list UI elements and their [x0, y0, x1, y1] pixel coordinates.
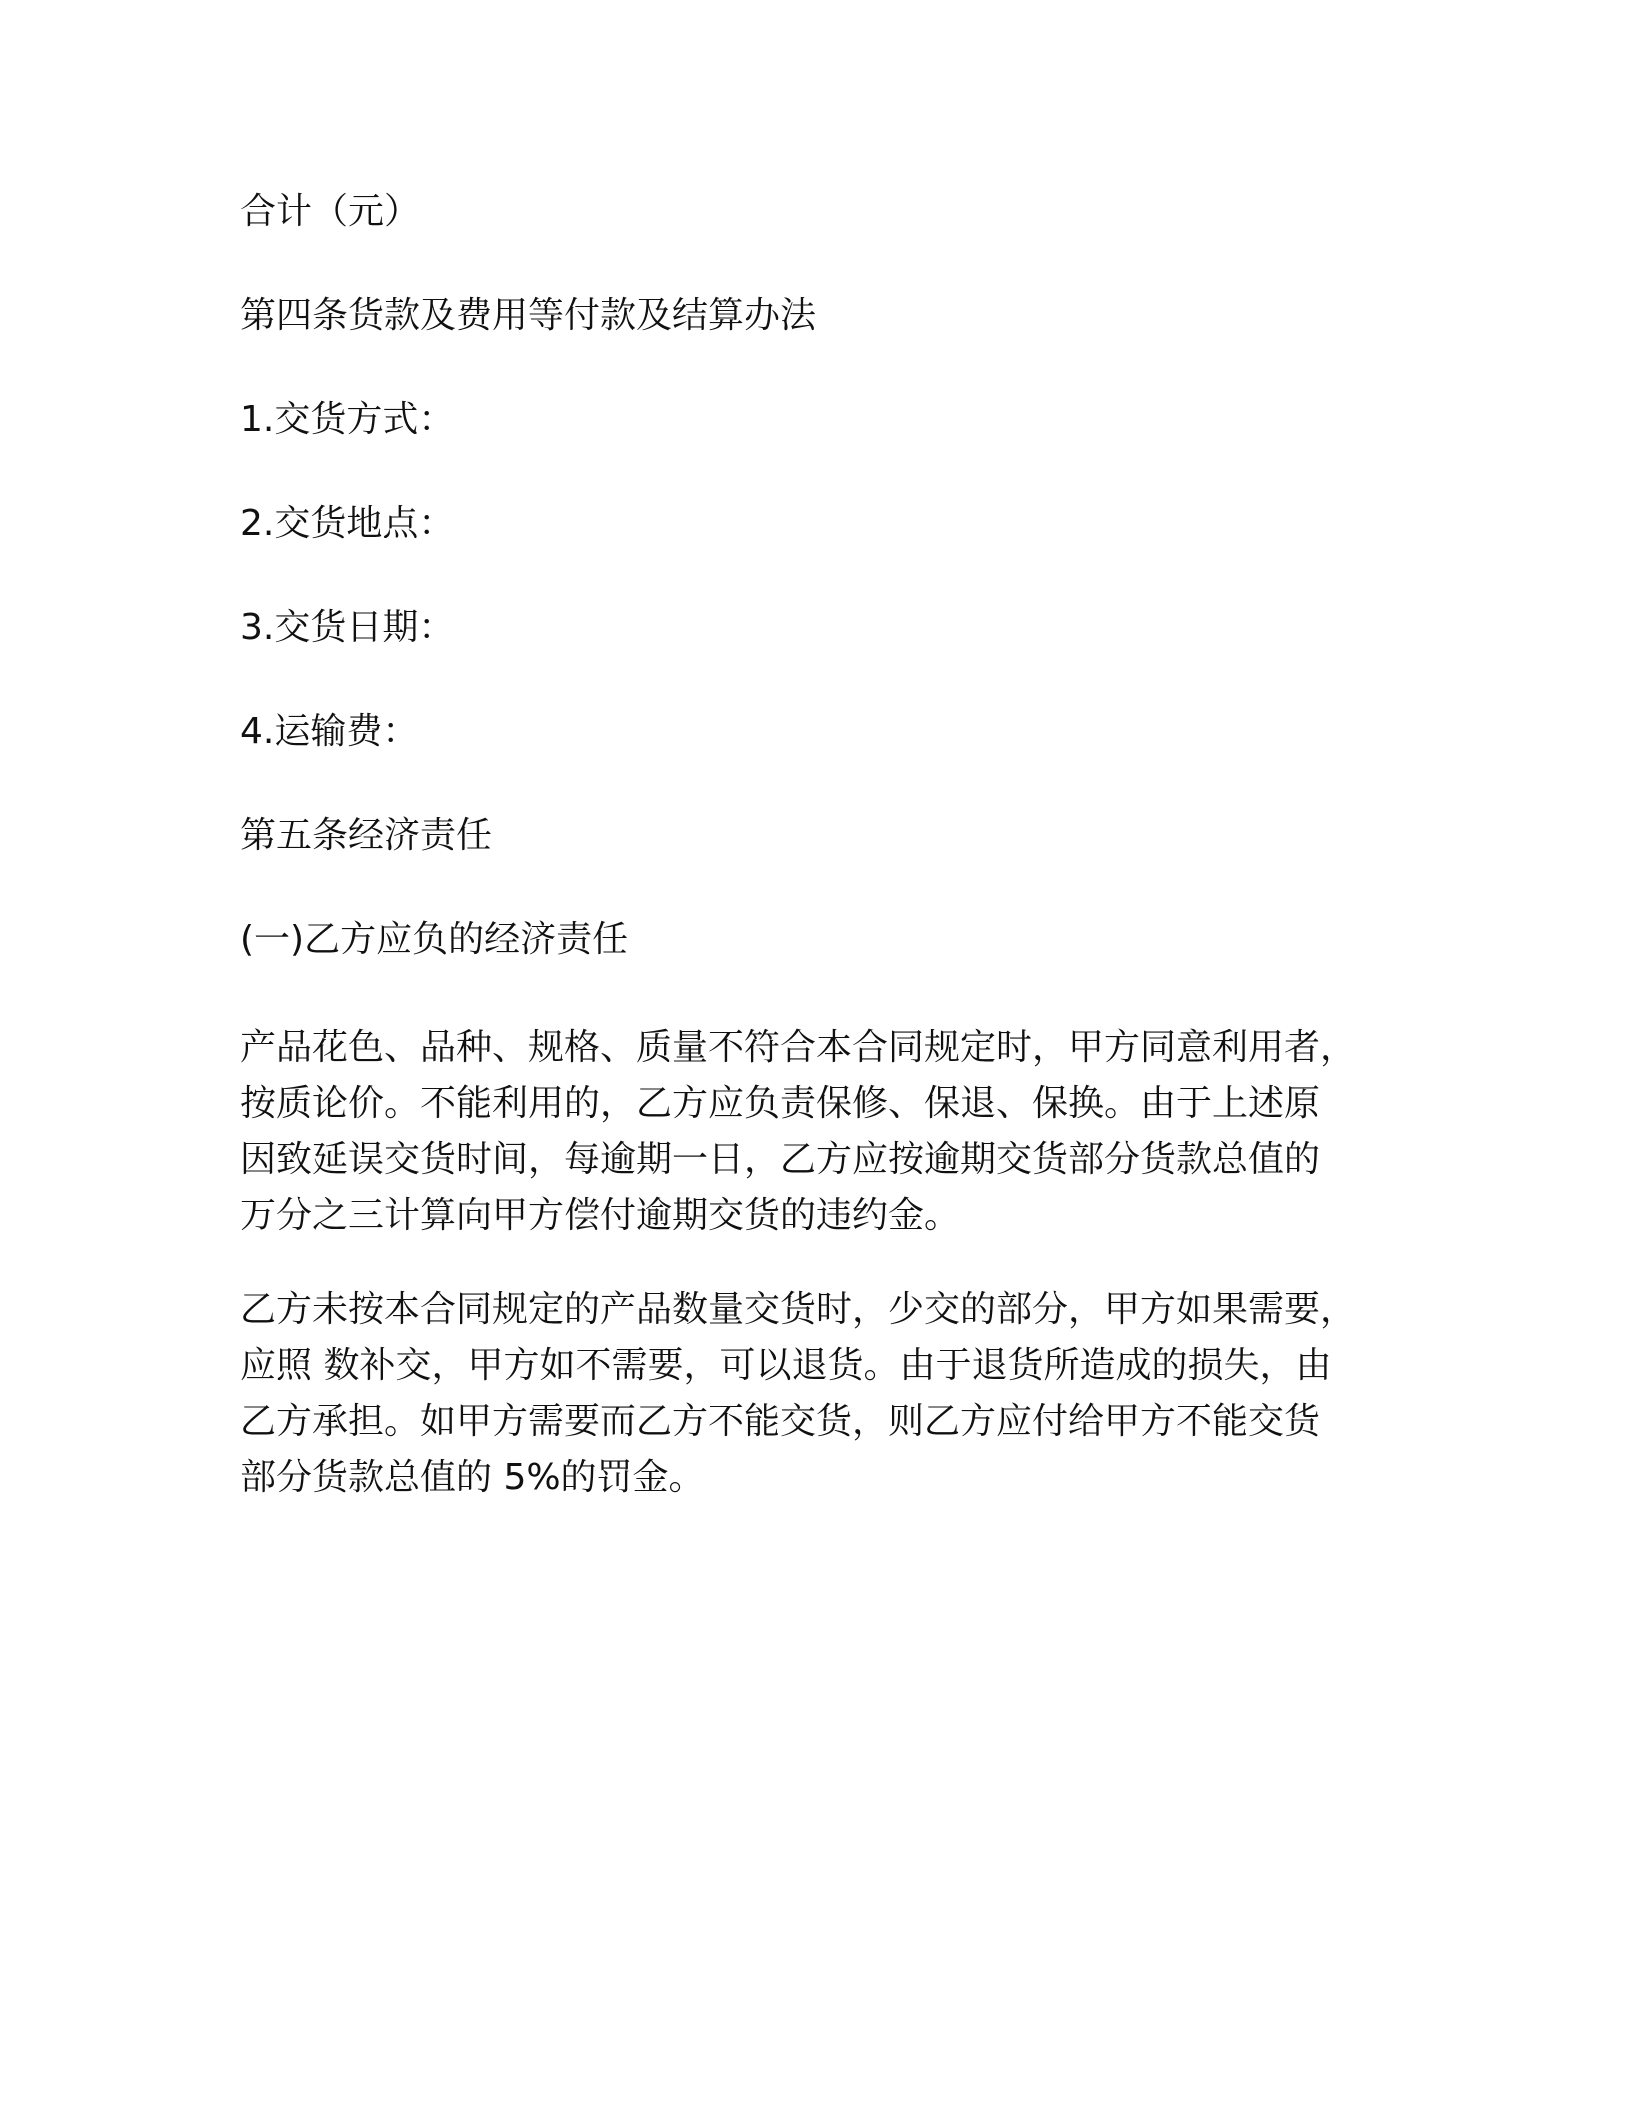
article-4-title: 第四条货款及费用等付款及结算办法 [240, 295, 817, 336]
article-5-title: 第五条经济责任 [240, 815, 493, 856]
quality-clause-paragraph [240, 1020, 1400, 1244]
paragraph-line: 应照 数补交，甲方如不需要，可以退货。由于退货所造成的损失，由 [240, 1345, 1332, 1386]
delivery-method: 1.交货方式： [240, 399, 455, 440]
delivery-location: 2.交货地点： [240, 503, 455, 544]
transport-fee: 4.运输费： [240, 711, 419, 752]
paragraph-line: 乙方承担。如甲方需要而乙方不能交货，则乙方应付给甲方不能交货 [240, 1401, 1321, 1442]
paragraph-line: 乙方未按本合同规定的产品数量交货时，少交的部分，甲方如果需要， [240, 1289, 1357, 1330]
delivery-date: 3.交货日期： [240, 607, 455, 648]
paragraph-line: 万分之三计算向甲方偿付逾期交货的违约金。 [240, 1195, 961, 1236]
paragraph-line: 因致延误交货时间，每逾期一日，乙方应按逾期交货部分货款总值的 [240, 1139, 1321, 1180]
document-content [240, 188, 1400, 1506]
total-heading: 合计（元） [240, 191, 421, 232]
paragraph-line: 产品花色、品种、规格、质量不符合本合同规定时，甲方同意利用者， [240, 1027, 1357, 1068]
party-b-responsibility-heading: (一)乙方应负的经济责任 [240, 919, 629, 960]
paragraph-line: 部分货款总值的 5%的罚金。 [240, 1457, 705, 1498]
quantity-clause-paragraph [240, 1282, 1400, 1506]
paragraph-line: 按质论价。不能利用的，乙方应负责保修、保退、保换。由于上述原 [240, 1083, 1321, 1124]
